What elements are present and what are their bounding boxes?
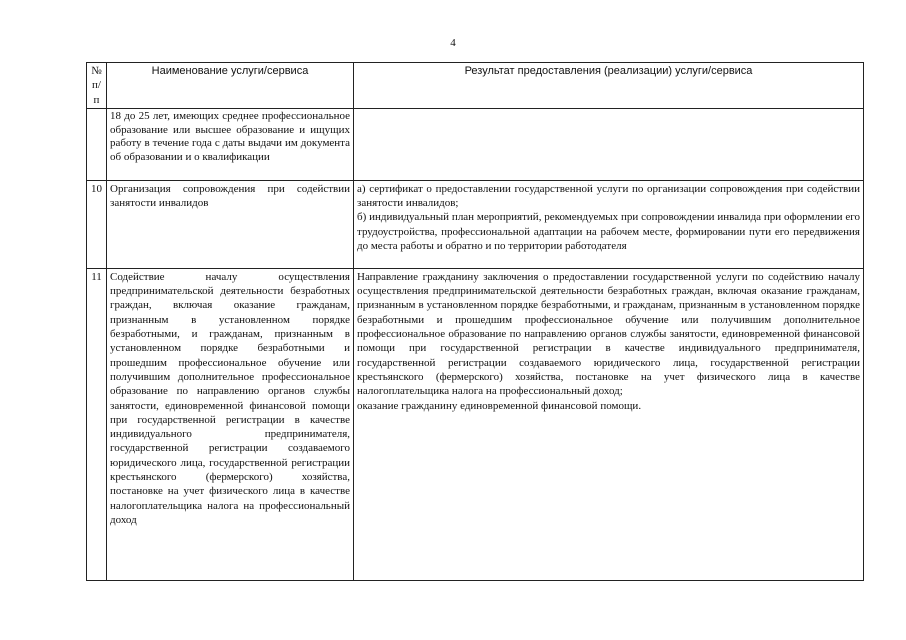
page-number: 4 — [450, 37, 456, 49]
table-header-row — [87, 63, 864, 109]
service-result — [354, 180, 864, 268]
table-row — [87, 268, 864, 580]
result-item: Направление гражданину заключения о предоставлении государственной услуги по содействию началу осуществления предпринимательской деятельности безработных граждан, включая оказание гражданам, признанным в установленном порядке безработными, и гражданам, признанным в установленном порядке безработными и прошедшим профессиональное обучение или получившим дополнительное профессиональное образование по направлению органов службы занятости, единовременной финансовой помощи при государственной регистрации в качестве индивидуального предпринимателя, государственной регистрации создаваемого юридического лица, государственной регистрации крестьянского (фермерского) хозяйства, постановке на учет физического лица в качестве налогоплательщика налога на профессиональный доход; — [357, 270, 860, 398]
table-row — [87, 180, 864, 268]
row-number: 10 — [87, 180, 107, 268]
result-item: оказание гражданину единовременной финансовой помощи. — [357, 399, 642, 412]
header-service-result: Результат предоставления (реализации) услуги/сервиса — [354, 63, 864, 109]
service-name: Организация сопровождения при содействии занятости инвалидов — [107, 180, 354, 268]
table-row — [87, 108, 864, 180]
service-name: 18 до 25 лет, имеющих среднее профессиональное образование или высшее образование и ищущих работу в течение года с даты выдачи им документа об образовании и о квалификации — [107, 108, 354, 180]
header-service-name: Наименование услуги/сервиса — [107, 63, 354, 109]
row-number: 11 — [87, 268, 107, 580]
result-item: б) индивидуальный план мероприятий, рекомендуемых при сопровождении инвалида при оформлении его трудоустройства, профессиональной адаптации на рабочем месте, формировании пути его передвижения до места работы и обратно и по территории работодателя — [357, 211, 860, 253]
service-result — [354, 108, 864, 180]
services-table — [86, 62, 864, 581]
service-result — [354, 268, 864, 580]
row-number — [87, 108, 107, 180]
result-item: а) сертификат о предоставлении государственной услуги по организации сопровождения при содействии занятости инвалидов; — [357, 182, 860, 210]
header-number: № п/п — [87, 63, 107, 109]
service-name: Содействие началу осуществления предпринимательской деятельности безработных граждан, включая оказание гражданам, признанным в установленном порядке безработными, и гражданам, признанным в установленном порядке безработными и прошедшим профессиональное обучение или получившим дополнительное профессиональное образование по направлению органов службы занятости, единовременной финансовой помощи при государственной регистрации в качестве индивидуального предпринимателя, государственной регистрации создаваемого юридического лица, государственной регистрации крестьянского (фермерского) хозяйства, постановке на учет физического лица в качестве налогоплательщика налога на профессиональный доход — [107, 268, 354, 580]
